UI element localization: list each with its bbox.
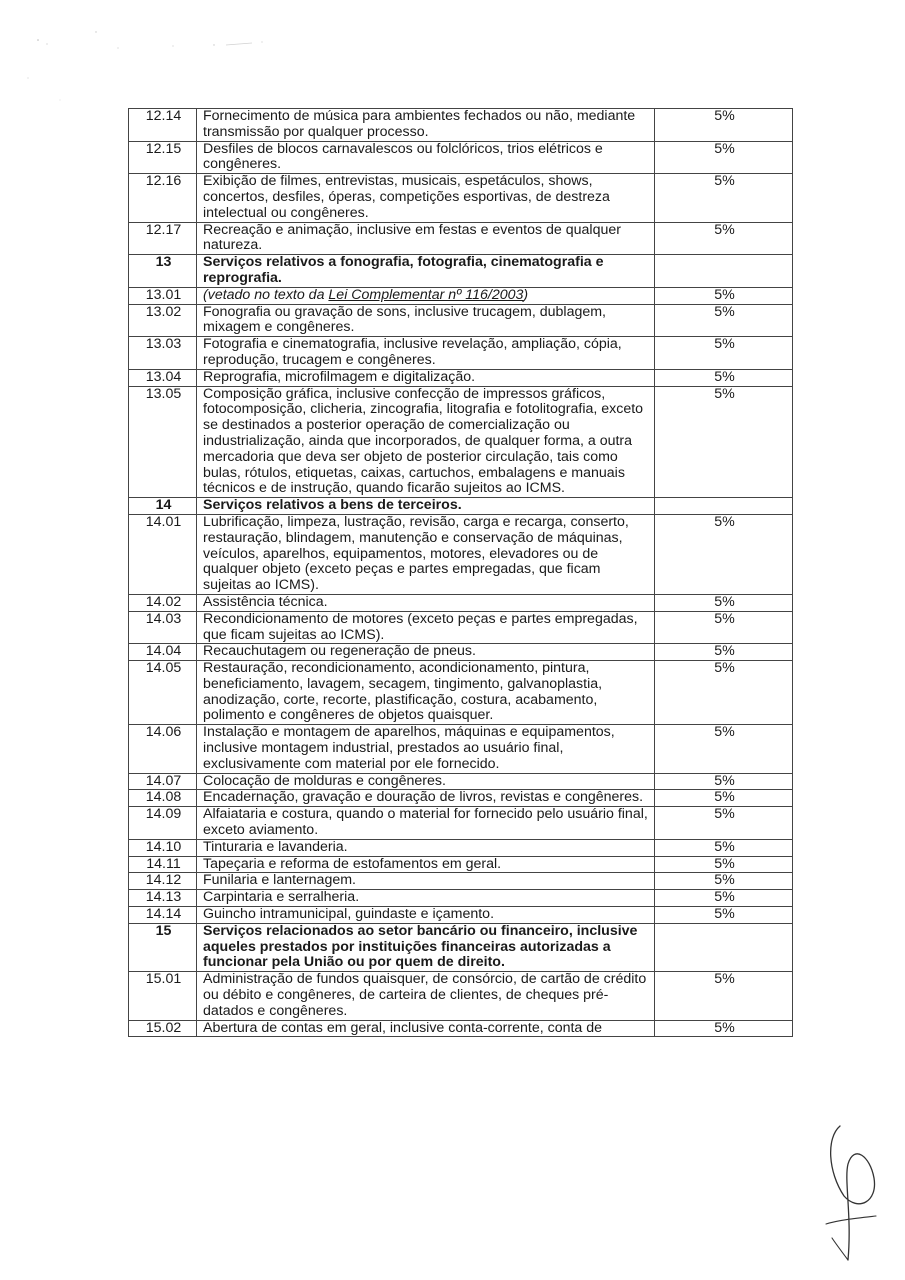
- service-code: 14.14: [129, 907, 197, 924]
- tax-rate: [655, 923, 793, 971]
- service-code: 15.01: [129, 972, 197, 1020]
- service-description: Fornecimento de música para ambientes fechados ou não, mediante transmissão por qualquer processo.: [197, 109, 655, 142]
- table-row: [129, 514, 793, 594]
- table-row: [129, 304, 793, 337]
- service-code: 13.02: [129, 304, 197, 337]
- table-row: [129, 773, 793, 790]
- table-row: [129, 594, 793, 611]
- note-text: (vetado no texto da: [203, 286, 329, 303]
- tax-rate: 5%: [655, 594, 793, 611]
- service-description: Recauchutagem ou regeneração de pneus.: [197, 644, 655, 661]
- table-row: [129, 1020, 793, 1037]
- service-description: Fotografia e cinematografia, inclusive revelação, ampliação, cópia, reprodução, trucagem e congêneres.: [197, 337, 655, 370]
- service-description: Desfiles de blocos carnavalescos ou folclóricos, trios elétricos e congêneres.: [197, 141, 655, 174]
- service-description: Exibição de filmes, entrevistas, musicais, espetáculos, shows, concertos, desfiles, óperas, competições esportivas, de destreza intelectual ou congêneres.: [197, 174, 655, 222]
- table-row: [129, 856, 793, 873]
- table-row: [129, 287, 793, 304]
- law-reference-link: Lei Complementar nº 116/2003: [328, 286, 524, 303]
- table-row: [129, 644, 793, 661]
- table-row: [129, 337, 793, 370]
- tax-rate: 5%: [655, 369, 793, 386]
- service-description: Restauração, recondicionamento, acondicionamento, pintura, beneficiamento, lavagem, secagem, tingimento, galvanoplastia, anodização, corte, recorte, plastificação, costura, acabamento, polimento e congêneres de objetos quaisquer.: [197, 661, 655, 725]
- service-code: 14.11: [129, 856, 197, 873]
- service-rate-table: [128, 108, 793, 1037]
- service-description: Lubrificação, limpeza, lustração, revisão, carga e recarga, conserto, restauração, blindagem, manutenção e conservação de máquinas, veículos, aparelhos, equipamentos, motores, elevadores ou de qualquer objeto (exceto peças e partes empregadas, que ficam sujeitas ao ICMS).: [197, 514, 655, 594]
- group-title: Serviços relativos a fonografia, fotografia, cinematografia e reprografia.: [197, 255, 655, 288]
- service-description: Assistência técnica.: [197, 594, 655, 611]
- table-row: [129, 141, 793, 174]
- table-row: [129, 174, 793, 222]
- table-row: [129, 972, 793, 1020]
- service-code: 14.08: [129, 790, 197, 807]
- service-code: 14.13: [129, 890, 197, 907]
- table-row: [129, 661, 793, 725]
- service-description: Recondicionamento de motores (exceto peças e partes empregadas, que ficam sujeitas ao ICMS).: [197, 611, 655, 644]
- table-row: [129, 109, 793, 142]
- tax-rate: 5%: [655, 972, 793, 1020]
- note-text-end: ): [523, 286, 529, 303]
- table-row: [129, 222, 793, 255]
- tax-rate: 5%: [655, 611, 793, 644]
- service-description: Encadernação, gravação e douração de livros, revistas e congêneres.: [197, 790, 655, 807]
- service-rate-table-body: [129, 109, 793, 1037]
- service-code: 14.05: [129, 661, 197, 725]
- tax-rate: 5%: [655, 141, 793, 174]
- tax-rate: [655, 498, 793, 515]
- tax-rate: 5%: [655, 790, 793, 807]
- tax-rate: 5%: [655, 873, 793, 890]
- table-group-row: [129, 498, 793, 515]
- service-code: 13.04: [129, 369, 197, 386]
- table-row: [129, 369, 793, 386]
- service-code: 15: [129, 923, 197, 971]
- tax-rate: 5%: [655, 890, 793, 907]
- service-code: 14.04: [129, 644, 197, 661]
- table-row: [129, 839, 793, 856]
- service-description: Funilaria e lanternagem.: [197, 873, 655, 890]
- handwritten-signature: [818, 1120, 898, 1270]
- tax-rate: 5%: [655, 907, 793, 924]
- service-code: 12.17: [129, 222, 197, 255]
- tax-rate: 5%: [655, 287, 793, 304]
- tax-rate: 5%: [655, 304, 793, 337]
- table-row: [129, 807, 793, 840]
- service-code: 12.15: [129, 141, 197, 174]
- service-code: 13.05: [129, 386, 197, 498]
- service-description: [197, 287, 655, 304]
- table-row: [129, 386, 793, 498]
- tax-rate: 5%: [655, 644, 793, 661]
- service-code: 13: [129, 255, 197, 288]
- table-row: [129, 890, 793, 907]
- service-description: Fonografia ou gravação de sons, inclusive trucagem, dublagem, mixagem e congêneres.: [197, 304, 655, 337]
- service-code: 14.03: [129, 611, 197, 644]
- service-description: Colocação de molduras e congêneres.: [197, 773, 655, 790]
- group-title: Serviços relativos a bens de terceiros.: [197, 498, 655, 515]
- service-description: Administração de fundos quaisquer, de consórcio, de cartão de crédito ou débito e congêneres, de carteira de clientes, de cheques pré-datados e congêneres.: [197, 972, 655, 1020]
- service-code: 13.01: [129, 287, 197, 304]
- service-description: Alfaiataria e costura, quando o material for fornecido pelo usuário final, exceto aviamento.: [197, 807, 655, 840]
- service-code: 14.10: [129, 839, 197, 856]
- table-group-row: [129, 255, 793, 288]
- service-code: 13.03: [129, 337, 197, 370]
- tax-rate: 5%: [655, 856, 793, 873]
- service-description: Guincho intramunicipal, guindaste e içamento.: [197, 907, 655, 924]
- service-code: 12.14: [129, 109, 197, 142]
- service-description: Abertura de contas em geral, inclusive conta-corrente, conta de: [197, 1020, 655, 1037]
- service-description: Tapeçaria e reforma de estofamentos em geral.: [197, 856, 655, 873]
- tax-rate: 5%: [655, 1020, 793, 1037]
- table-row: [129, 725, 793, 773]
- tax-rate: 5%: [655, 725, 793, 773]
- service-code: 14.09: [129, 807, 197, 840]
- tax-rate: 5%: [655, 661, 793, 725]
- tax-rate: 5%: [655, 174, 793, 222]
- tax-rate: 5%: [655, 807, 793, 840]
- service-description: Reprografia, microfilmagem e digitalização.: [197, 369, 655, 386]
- service-code: 14.02: [129, 594, 197, 611]
- group-title: Serviços relacionados ao setor bancário ou financeiro, inclusive aqueles prestados por instituições financeiras autorizadas a funcionar pela União ou por quem de direito.: [197, 923, 655, 971]
- service-code: 14.07: [129, 773, 197, 790]
- service-code: 14: [129, 498, 197, 515]
- tax-rate: 5%: [655, 386, 793, 498]
- service-description: Carpintaria e serralheria.: [197, 890, 655, 907]
- tax-rate: [655, 255, 793, 288]
- service-code: 14.06: [129, 725, 197, 773]
- service-description: Instalação e montagem de aparelhos, máquinas e equipamentos, inclusive montagem industrial, prestados ao usuário final, exclusivamente com material por ele fornecido.: [197, 725, 655, 773]
- tax-rate: 5%: [655, 514, 793, 594]
- table-group-row: [129, 923, 793, 971]
- table-row: [129, 611, 793, 644]
- service-code: 12.16: [129, 174, 197, 222]
- service-description: Composição gráfica, inclusive confecção de impressos gráficos, fotocomposição, clicheria, zincografia, litografia e fotolitografia, exceto se destinados a posterior operação de comercialização ou industrialização, ainda que incorporados, de qualquer forma, a outra mercadoria que deva ser objeto de posterior circulação, tais como bulas, rótulos, etiquetas, caixas, cartuchos, embalagens e manuais técnicos e de instrução, quando ficarão sujeitos ao ICMS.: [197, 386, 655, 498]
- service-description: Recreação e animação, inclusive em festas e eventos de qualquer natureza.: [197, 222, 655, 255]
- tax-rate: 5%: [655, 109, 793, 142]
- service-code: 14.12: [129, 873, 197, 890]
- tax-rate: 5%: [655, 839, 793, 856]
- tax-rate: 5%: [655, 222, 793, 255]
- table-row: [129, 907, 793, 924]
- tax-rate: 5%: [655, 773, 793, 790]
- service-description: Tinturaria e lavanderia.: [197, 839, 655, 856]
- service-code: 14.01: [129, 514, 197, 594]
- table-row: [129, 790, 793, 807]
- service-code: 15.02: [129, 1020, 197, 1037]
- table-row: [129, 873, 793, 890]
- tax-rate: 5%: [655, 337, 793, 370]
